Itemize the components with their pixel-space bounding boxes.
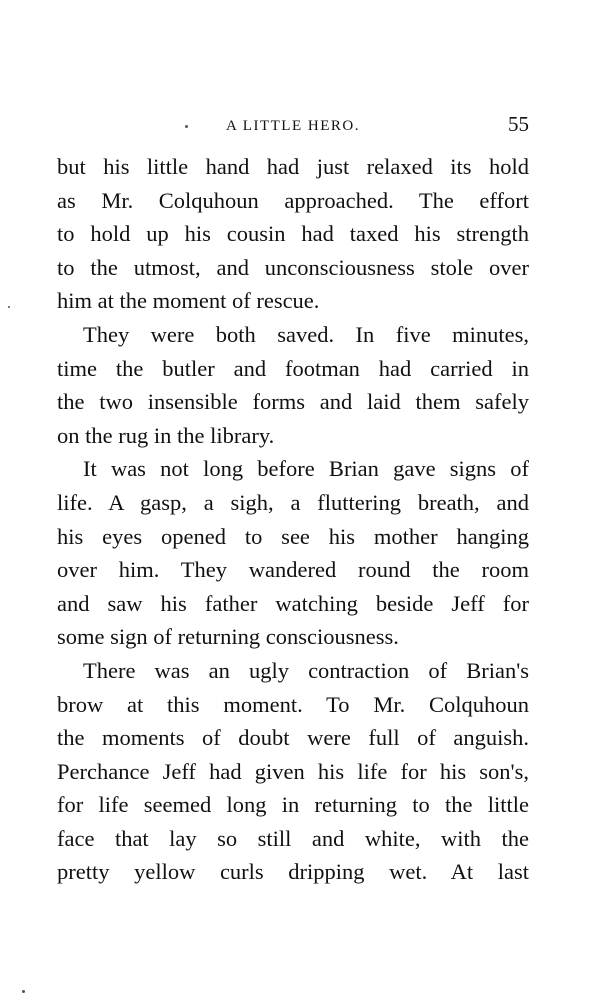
body-text (57, 150, 529, 889)
text-line: It was not long before Brian gave signs of (83, 456, 529, 482)
text-line: face that lay so still and white, with the (57, 825, 529, 851)
text-line: over him. They wandered round the room (57, 557, 529, 583)
text-line: some sign of returning consciousness. (57, 624, 399, 650)
text-line: pretty yellow curls dripping wet. At last (57, 859, 529, 885)
text-line: the moments of doubt were full of anguish. (57, 725, 529, 751)
running-title: A LITTLE HERO. (226, 118, 360, 134)
print-speck (22, 990, 25, 993)
text-line: as Mr. Colquhoun approached. The effort (57, 187, 529, 213)
text-line: the two insensible forms and laid them safely (57, 389, 529, 415)
text-line: for life seemed long in returning to the little (57, 792, 529, 818)
text-line: to hold up his cousin had taxed his strength (57, 221, 529, 247)
running-head (57, 112, 529, 140)
text-line: and saw his father watching beside Jeff for (57, 590, 529, 616)
text-line: brow at this moment. To Mr. Colquhoun (57, 691, 529, 717)
text-line: Perchance Jeff had given his life for his son's, (57, 758, 529, 784)
text-line: time the butler and footman had carried in (57, 355, 529, 381)
text-line: him at the moment of rescue. (57, 288, 320, 314)
page-number: 55 (508, 112, 529, 136)
text-line: his eyes opened to see his mother hanging (57, 523, 529, 549)
text-line: on the rug in the library. (57, 422, 275, 448)
text-line: They were both saved. In five minutes, (83, 321, 529, 347)
print-speck (8, 306, 10, 308)
text-line: to the utmost, and unconsciousness stole over (57, 254, 529, 280)
text-line: There was an ugly contraction of Brian's (83, 657, 529, 683)
print-speck (185, 125, 188, 128)
text-line: life. A gasp, a sigh, a fluttering breath, and (57, 489, 529, 515)
text-line: but his little hand had just relaxed its hold (57, 154, 529, 179)
